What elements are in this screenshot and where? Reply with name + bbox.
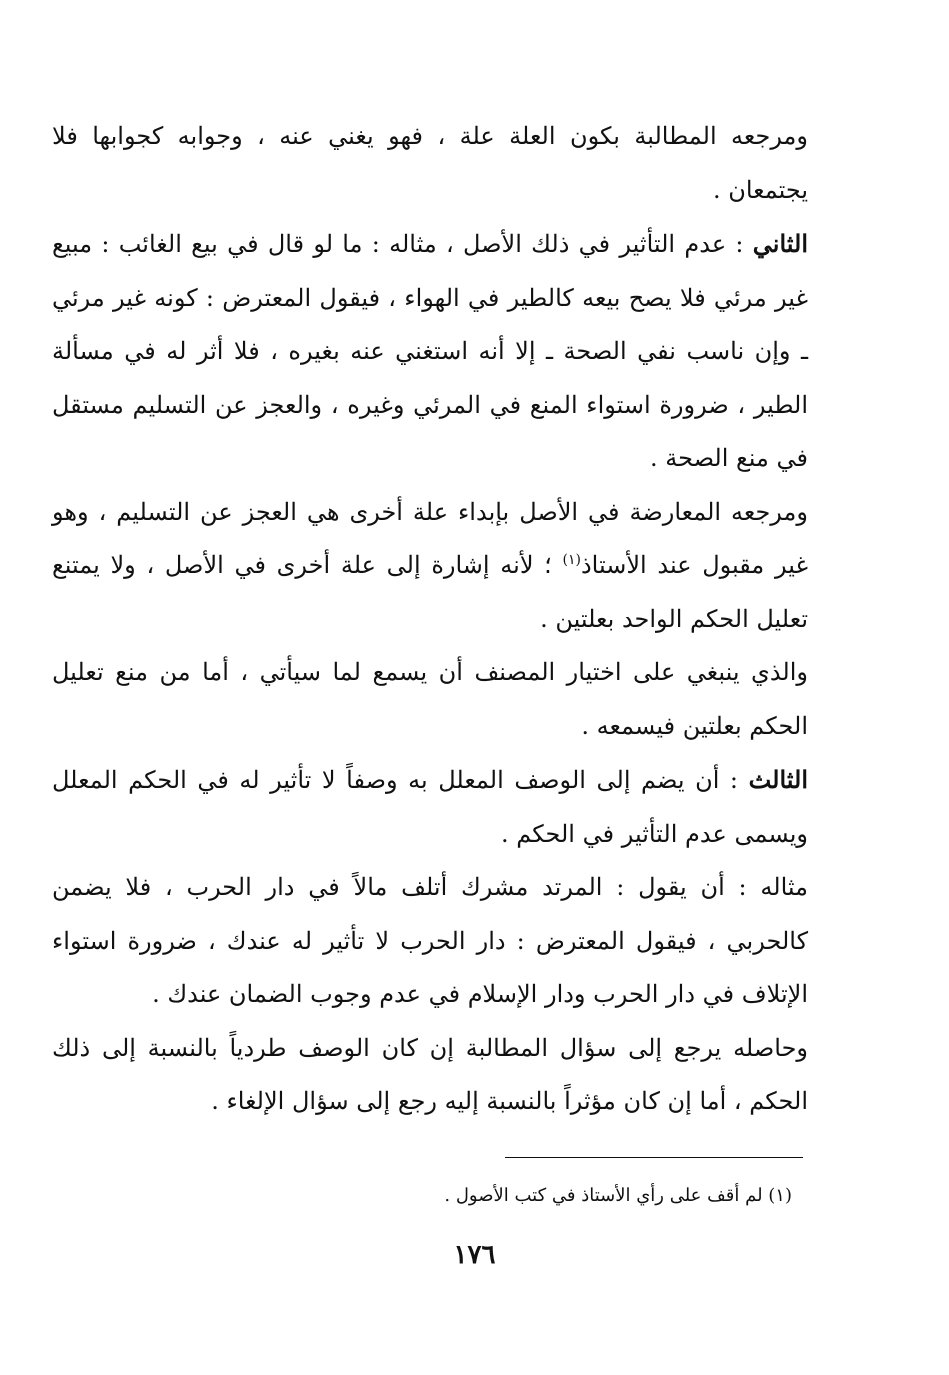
- footnote: (١) لم أقف على رأي الأستاذ في كتب الأصول .: [444, 1185, 792, 1206]
- paragraph-text: وحاصله يرجع إلى سؤال المطالبة إن كان الوصف طردياً بالنسبة إلى ذلك الحكم ، أما إن كان مؤثراً بالنسبة إليه رجع إلى سؤال الإلغاء .: [52, 1033, 808, 1115]
- paragraph-6: [52, 861, 808, 1022]
- section-heading-third: الثالث: [748, 765, 808, 794]
- paragraph-text-continued: ؛ لأنه إشارة إلى علة أخرى في الأصل ، ولا يمتنع تعليل الحكم الواحد بعلتين .: [52, 551, 808, 633]
- footnote-divider: [505, 1157, 803, 1158]
- body-text: [52, 110, 808, 1129]
- page-number: ١٧٦: [453, 1240, 496, 1270]
- paragraph-text: مثاله : أن يقول : المرتد مشرك أتلف مالاً في دار الحرب ، فلا يضمن كالحربي ، فيقول المعترض : دار الحرب لا تأثير له عندك ، ضرورة استواء الإتلاف في دار الحرب ودار الإسلام في عدم وجوب الضمان عندك .: [52, 873, 808, 1008]
- paragraph-text: والذي ينبغي على اختيار المصنف أن يسمع لما سيأتي ، أما من منع تعليل الحكم بعلتين فيسمعه .: [52, 658, 808, 740]
- paragraph-2: [52, 217, 808, 486]
- section-heading-second: الثاني: [752, 229, 808, 258]
- paragraph-4: [52, 646, 808, 753]
- paragraph-1: [52, 110, 808, 217]
- footnote-marker: (١): [562, 552, 581, 568]
- paragraph-text: ومرجعه المطالبة بكون العلة علة ، فهو يغني عنه ، وجوابه كجوابها فلا يجتمعان .: [52, 122, 808, 204]
- paragraph-text: ومرجعه المعارضة في الأصل بإبداء علة أخرى هي العجز عن التسليم ، وهو غير مقبول عند الأستاذ: [52, 497, 808, 579]
- paragraph-7: [52, 1022, 808, 1129]
- paragraph-text: : أن يضم إلى الوصف المعلل به وصفاً لا تأثير له في الحكم المعلل ويسمى عدم التأثير في الحكم .: [52, 766, 808, 848]
- paragraph-3: [52, 486, 808, 647]
- paragraph-5: [52, 753, 808, 861]
- paragraph-text: : عدم التأثير في ذلك الأصل ، مثاله : ما لو قال في بيع الغائب : مبيع غير مرئي فلا يصح بيعه كالطير في الهواء ، فيقول المعترض : كونه غير مرئي ـ وإن ناسب نفي الصحة ـ إلا أنه استغني عنه بغيره ، فلا أثر له في مسألة الطير ، ضرورة استواء المنع في المرئي وغيره ، والعجز عن التسليم مستقل في منع الصحة .: [52, 230, 808, 472]
